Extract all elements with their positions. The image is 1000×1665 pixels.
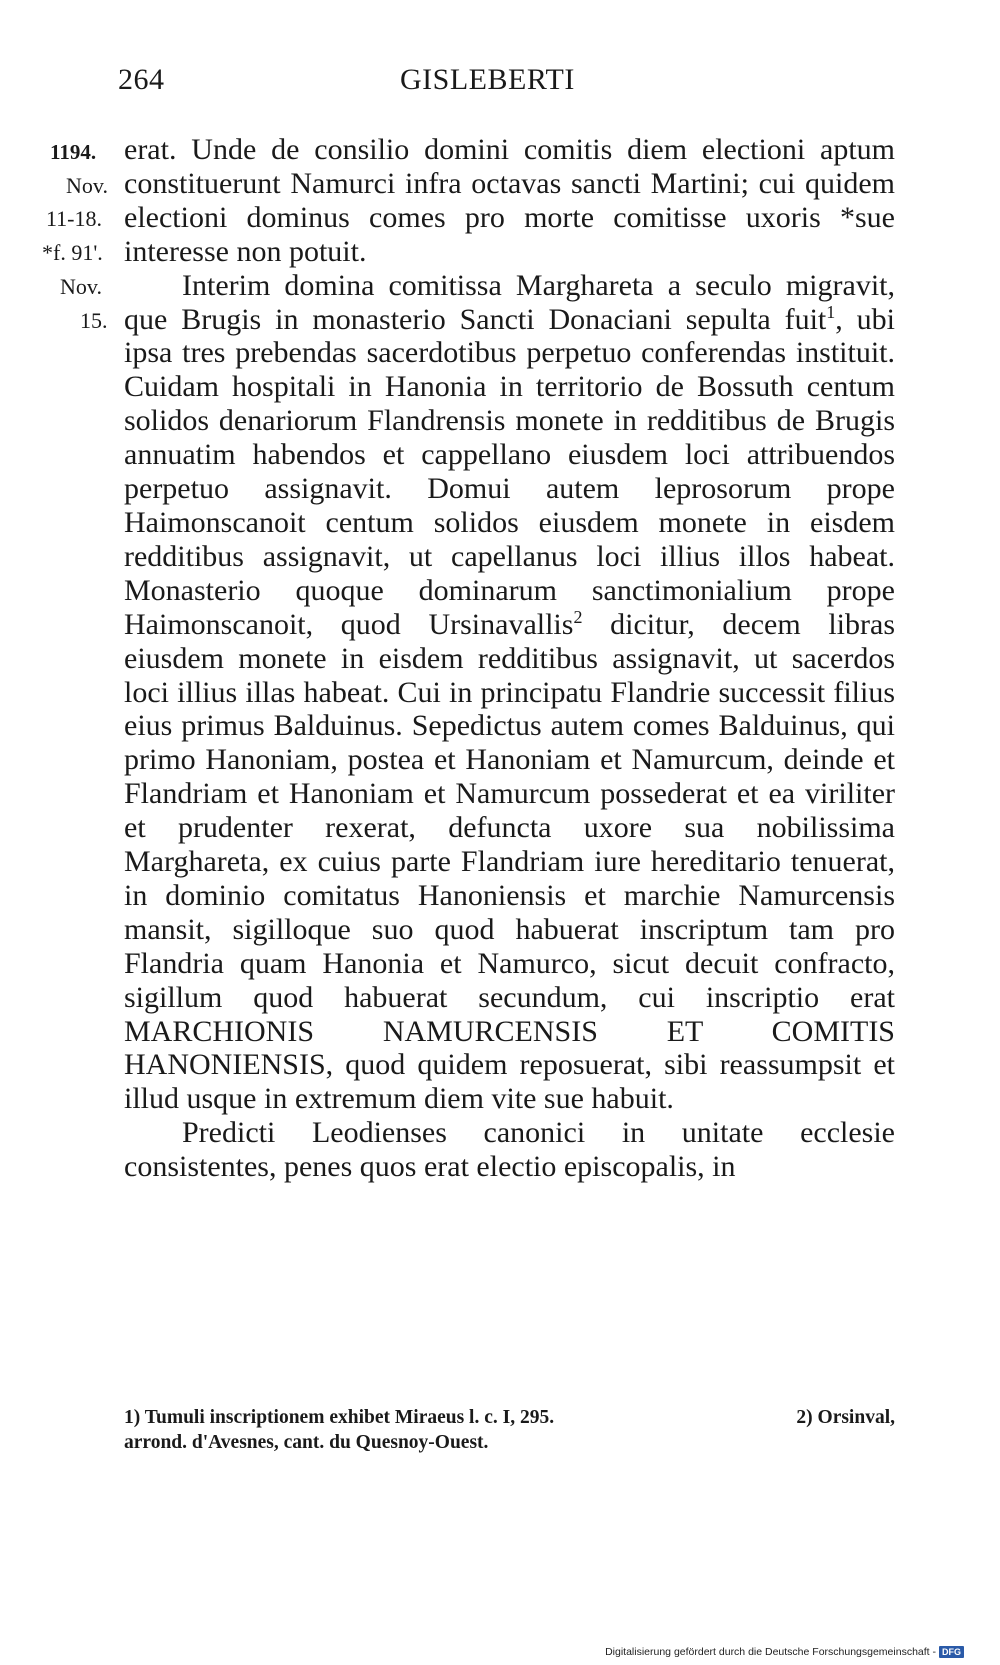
body-text (124, 133, 895, 1184)
footnote-line (124, 1405, 895, 1430)
margin-note-day: 15. (80, 308, 108, 333)
credit-text: Digitalisierung gefördert durch die Deutsche Forschungsgemeinschaft - (605, 1646, 936, 1658)
paragraph (124, 1116, 895, 1184)
footnote-reference: 1 (826, 301, 836, 322)
footnote-reference: 2 (573, 606, 583, 627)
margin-note-days: 11-18. (46, 206, 103, 231)
digitization-credit (605, 1645, 964, 1659)
running-head: GISLEBERTI (400, 63, 575, 96)
margin-note-month: Nov. (66, 173, 108, 198)
footnote-1: 1) Tumuli inscriptionem exhibet Miraeus l. c. I, 295. (124, 1407, 555, 1428)
page-number: 264 (118, 63, 165, 96)
footnotes (124, 1405, 895, 1455)
paragraph-text: dicitur, decem libras eiusdem monete in eisdem redditibus assignavit, ut sacerdos loci illius illas habeat. Cui in principatu Flandrie successit filius eius primus Balduinus. Sepedictus autem comes Balduinus, qui primo Hanoniam, postea et Hanoniam et Namurcum, deinde et Flandriam et Hanoniam et Namurcum possederat et ea viriliter et prudenter rexerat, defuncta uxore sua nobilissima Marghareta, ex cuius parte Flandriam iure hereditario tenuerat, in dominio comitatus Hanoniensis et marchie Namurcensis mansit, sigilloque suo quod habuerat inscriptum tam pro Flandria quam Hanonia et Namurco, sicut decuit confracto, sigillum quod habuerat secundum, cui inscriptio erat MARCHIONIS NAMURCENSIS ET COMITIS HANONIENSIS, quod quidem reposuerat, sibi reassumpsit et illud usque in extremum diem vite sue habuit. (124, 607, 896, 1116)
margin-note-month-2: Nov. (60, 274, 102, 299)
margin-note-year: 1194. (50, 140, 97, 164)
paragraph-text: , ubi ipsa tres prebendas sacerdotibus perpetuo conferendas instituit. Cuidam hospitali in Hanonia in territorio de Bossuth centum solidos denariorum Flandrensis monete in redditibus de Brugis annuatim habendos et cappellano eiusdem loci attribuendos perpetuo assignavit. Domui autem leprosorum prope Haimonscanoit centum solidos eiusdem monete in eisdem redditibus assignavit, ut capellanus loci illius illos habeat. Monasterio quoque dominarum sanctimonialium prope Haimonscanoit, quod Ursinavallis (124, 302, 895, 641)
paragraph (124, 133, 895, 269)
paragraph (124, 269, 895, 1117)
dfg-logo: DFG (939, 1646, 964, 1658)
margin-note-folio: *f. 91'. (42, 240, 103, 265)
footnote-2-continuation: arrond. d'Avesnes, cant. du Quesnoy-Ouest. (124, 1432, 489, 1453)
paragraph-text: Predicti Leodienses canonici in unitate ecclesie consistentes, penes quos erat electio episcopalis, in (124, 1116, 895, 1184)
footnote-2: 2) Orsinval, (796, 1407, 895, 1428)
paragraph-text: Interim domina comitissa Marghareta a seculo migravit, que Brugis in monasterio Sancti Donaciani sepulta fuit (124, 268, 895, 336)
paragraph-text: erat. Unde de consilio domini comitis diem electioni aptum constituerunt Namurci infra octavas sancti Martini; cui quidem electioni dominus comes pro morte comitisse uxoris *sue interesse non potuit. (124, 133, 895, 268)
